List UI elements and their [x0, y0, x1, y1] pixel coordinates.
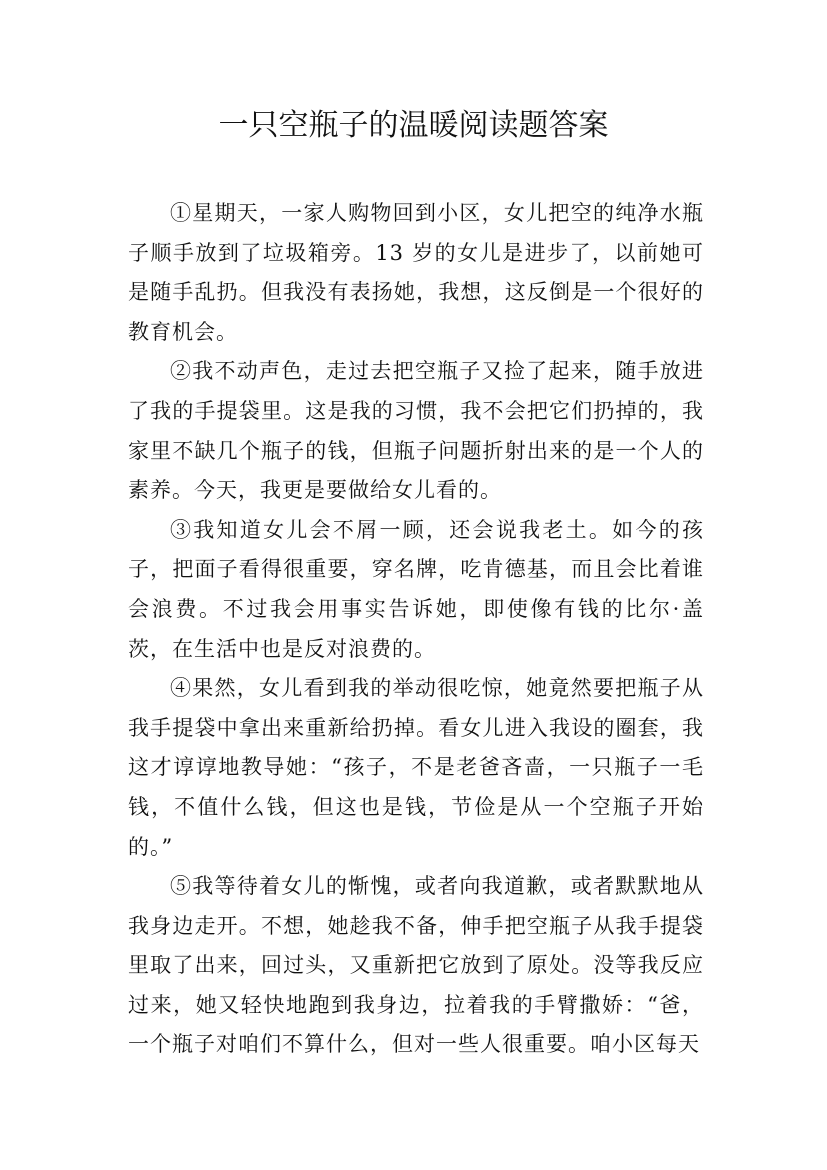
- document-body: [128, 194, 704, 1065]
- paragraph-4: ④果然，女儿看到我的举动很吃惊，她竟然要把瓶子从我手提袋中拿出来重新给扔掉。看女儿进入我设的圈套，我这才谆谆地教导她：“孩子，不是老爸吝啬，一只瓶子一毛钱，不值什么钱，但这也是钱，节俭是从一个空瓶子开始的。”: [128, 676, 704, 859]
- paragraph-3: ③我知道女儿会不屑一顾，还会说我老土。如今的孩子，把面子看得很重要，穿名牌，吃肯德基，而且会比着谁会浪费。不过我会用事实告诉她，即使像有钱的比尔·盖茨，在生活中也是反对浪费的。: [128, 517, 704, 661]
- document-title: 一只空瓶子的温暖阅读题答案: [218, 108, 609, 143]
- paragraph-2: ②我不动声色，走过去把空瓶子又捡了起来，随手放进了我的手提袋里。这是我的习惯，我不会把它们扔掉的，我家里不缺几个瓶子的钱，但瓶子问题折射出来的是一个人的素养。今天，我更是要做给女儿看的。: [128, 359, 704, 503]
- paragraph-1: ①星期天，一家人购物回到小区，女儿把空的纯净水瓶子顺手放到了垃圾箱旁。13 岁的女儿是进步了，以前她可是随手乱扔。但我没有表扬她，我想，这反倒是一个很好的教育机会。: [128, 201, 704, 344]
- paragraph-5: ⑤我等待着女儿的惭愧，或者向我道歉，或者默默地从我身边走开。不想，她趁我不备，伸手把空瓶子从我手提袋里取了出来，回过头，又重新把它放到了原处。没等我反应过来，她又轻快地跑到我身边，拉着我的手臂撒娇：“爸，一个瓶子对咱们不算什么，但对一些人很重要。咱小区每天: [128, 874, 704, 1057]
